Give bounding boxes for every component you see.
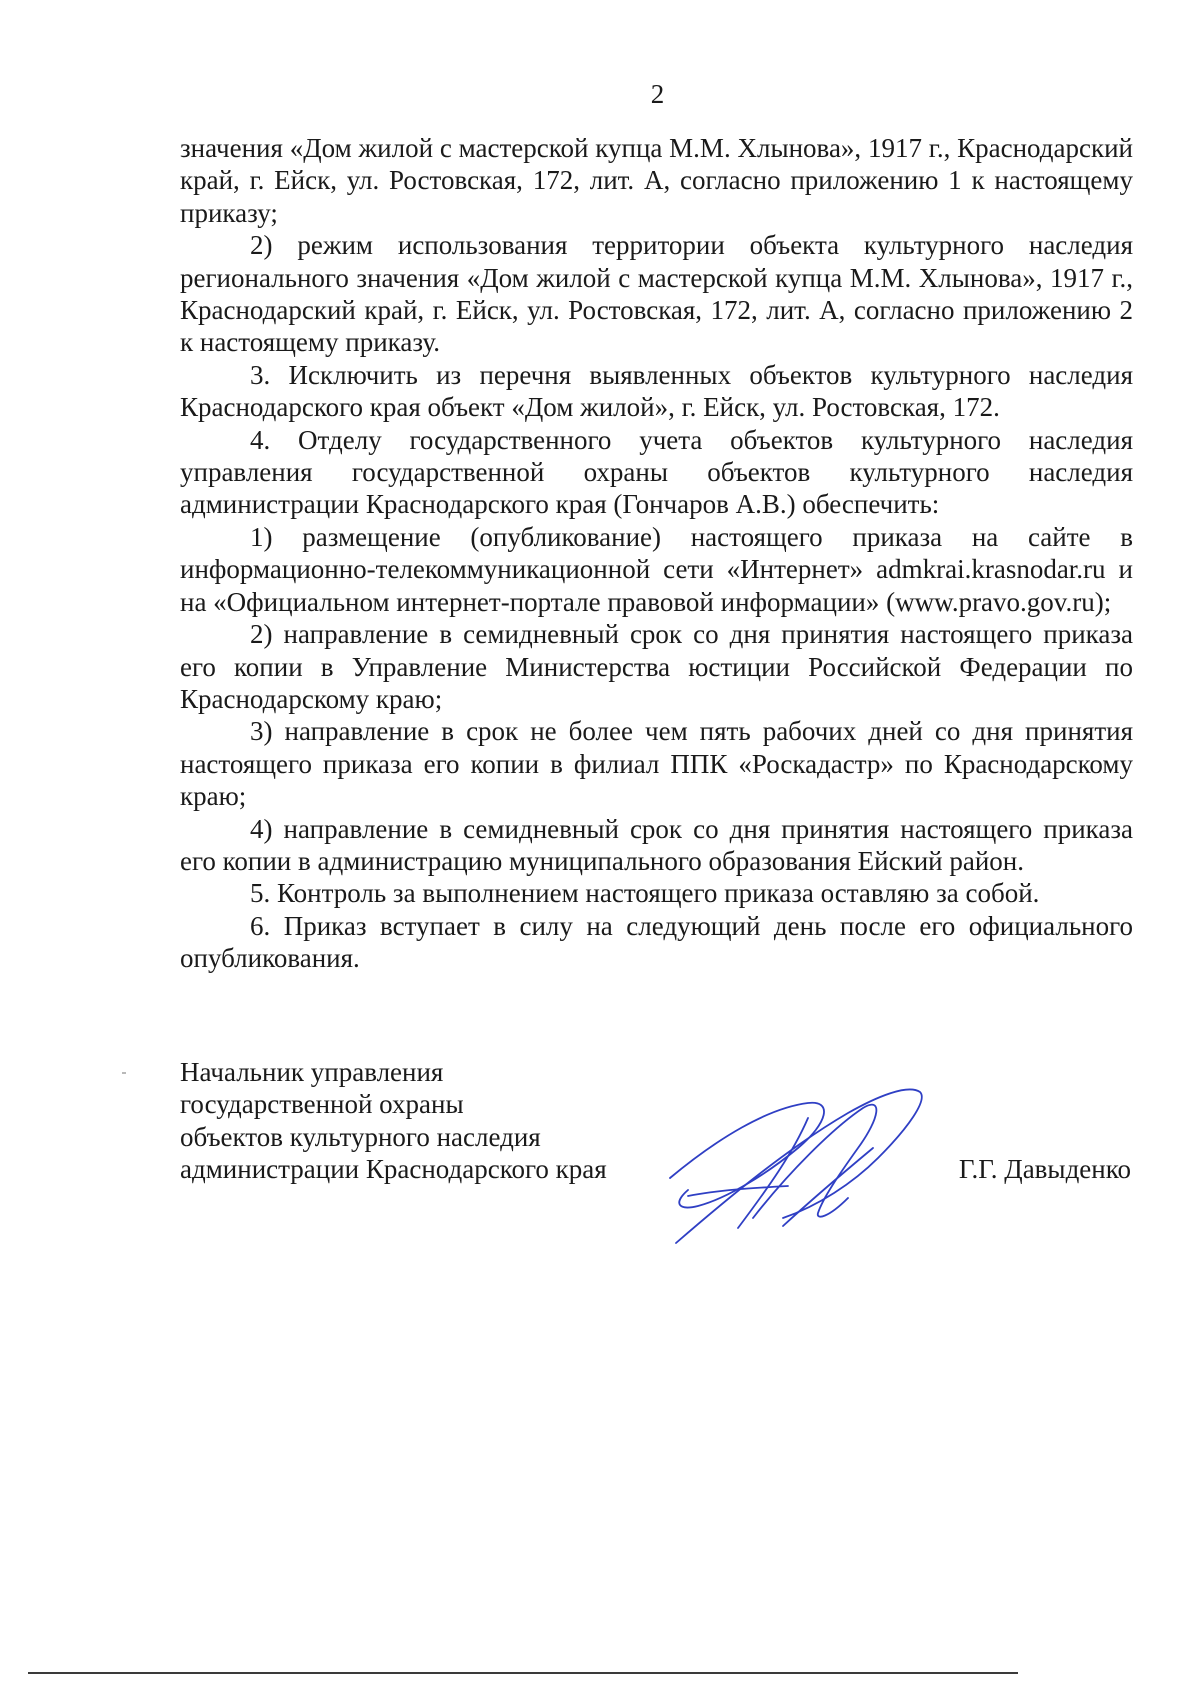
paragraph: значения «Дом жилой с мастерской купца М.М. Хлынова», 1917 г., Краснодарский край, г. Ейск, ул. Ростовская, 172, лит. А, согласно приложению 1 к настоящему приказу; <box>180 133 1133 228</box>
paragraph: 5. Контроль за выполнением настоящего приказа оставляю за собой. <box>250 878 1040 909</box>
handwritten-signature <box>658 1078 928 1248</box>
paragraph: 3. Исключить из перечня выявленных объектов культурного наследия Краснодарского края объект «Дом жилой», г. Ейск, ул. Ростовская, 172. <box>180 359 1133 423</box>
bottom-rule <box>28 1672 1018 1674</box>
paragraph: 2) режим использования территории объекта культурного наследия регионального значения «Дом жилой с мастерской купца М.М. Хлынова», 1917 г., Краснодарский край, г. Ейск, ул. Ростовская, 172, лит. А, согласно приложению 2 к настоящему приказу. <box>180 230 1133 358</box>
scan-speck <box>122 1072 126 1074</box>
signatory-name: Г.Г. Давыденко <box>958 1154 1131 1184</box>
paragraph: 4) направление в семидневный срок со дня принятия настоящего приказа его копии в администрацию муниципального образования Ейский район. <box>180 813 1133 876</box>
signature-stroke <box>676 1089 922 1243</box>
paragraph: 2) направление в семидневный срок со дня принятия настоящего приказа его копии в Управление Министерства юстиции Российской Федерации по Краснодарскому краю; <box>180 619 1133 714</box>
signatory-title-line: государственной охраны <box>180 1089 464 1120</box>
signatory-title-line: объектов культурного наследия <box>180 1121 541 1152</box>
paragraph: 3) направление в срок не более чем пять рабочих дней со дня принятия настоящего приказа его копии в филиал ППК «Роскадастр» по Краснодарскому краю; <box>180 716 1133 812</box>
paragraph: 6. Приказ вступает в силу на следующий день после его официального опубликования. <box>180 910 1133 974</box>
paragraph: 1) размещение (опубликование) настоящего приказа на сайте в информационно-телекоммуникационной сети «Интернет» admkrai.krasnodar.ru и на «Официальном интернет-портале правовой информации» (www.pravo.gov.ru); <box>180 521 1133 617</box>
signatory-title <box>180 1056 607 1186</box>
signatory-title-line: администрации Краснодарского края <box>180 1154 607 1185</box>
paragraph: 4. Отделу государственного учета объектов культурного наследия управления государственной охраны объектов культурного наследия администрации Краснодарского края (Гончаров А.В.) обеспечить: <box>180 424 1133 520</box>
order-body <box>180 132 1133 975</box>
signature-stroke <box>670 1103 824 1208</box>
signatory-title-line: Начальник управления <box>180 1057 444 1087</box>
page-number: 2 <box>650 79 665 109</box>
